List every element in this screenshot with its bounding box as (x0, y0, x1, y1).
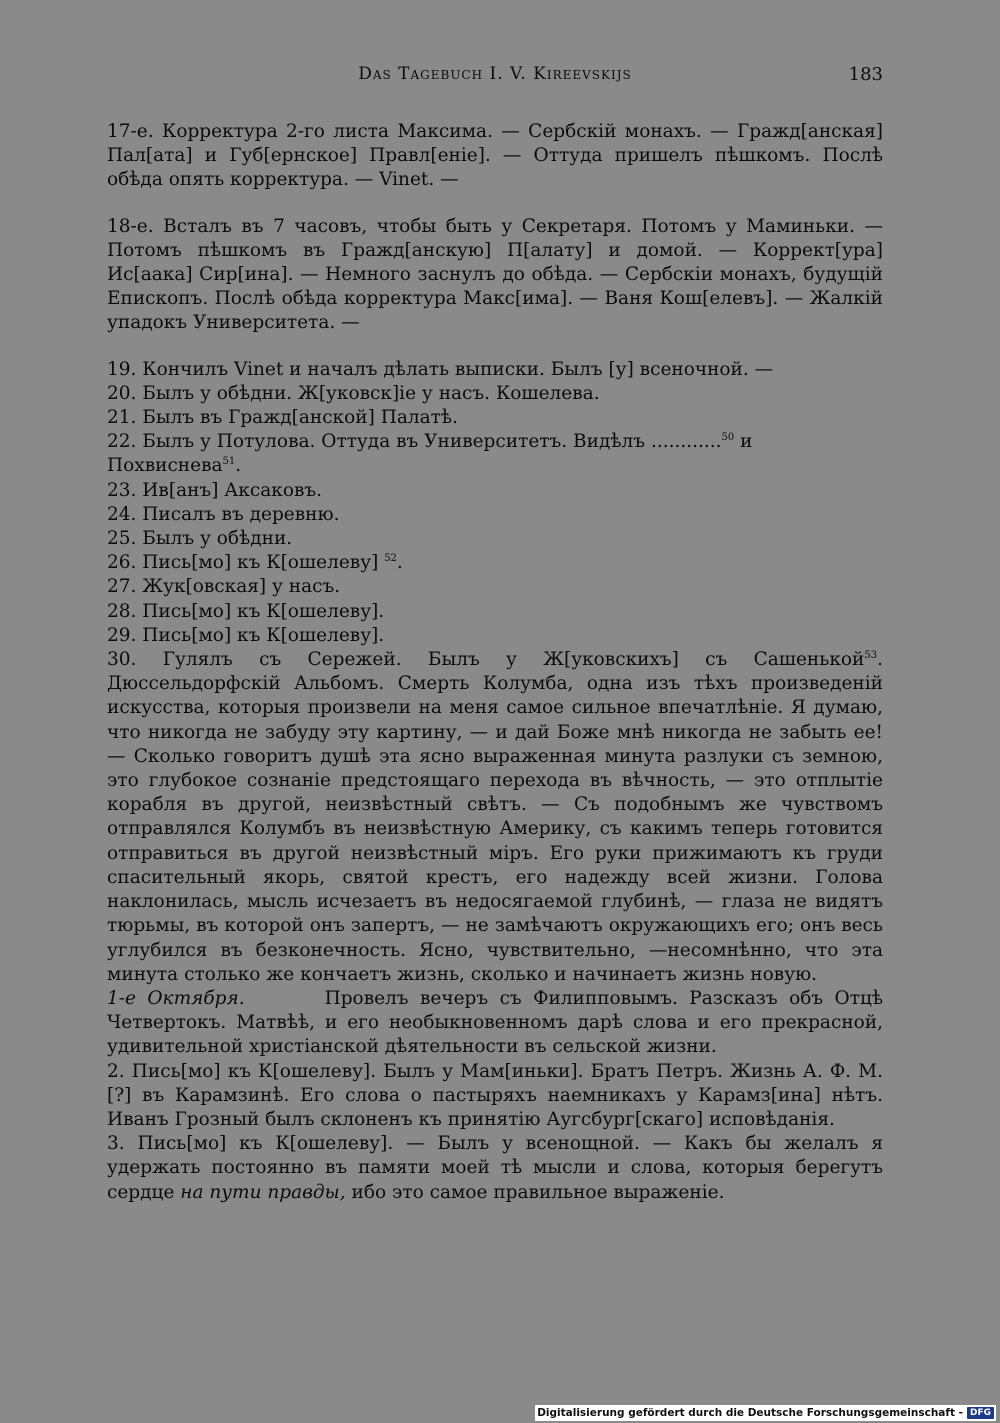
entry-22: 22. Былъ у Потулова. Оттуда въ Университетъ. Видѣлъ ............$^{50}$ и Похвиснева$^{51}$. (107, 431, 753, 477)
running-title: Das Tagebuch I. V. Kireevskijs (358, 64, 632, 84)
running-header (107, 64, 883, 90)
entry-18: 18-е. Всталъ въ 7 часовъ, чтобы быть у Секретаря. Потомъ у Маминьки. — Потомъ пѣшкомъ въ Гражд[анскую] П[алату] и домой. — Коррект[ура] Ис[аака] Сир[ина]. — Немного заснулъ до обѣда. — Сербскіи монахъ, будущій Епископъ. Послѣ обѣда корректура Макс[има]. — Ваня Кош[елевъ]. — Жалкій упадокъ Университета. — (107, 215, 883, 334)
entry-29: 29. Пись[мо] къ К[ошелеву]. (107, 624, 385, 646)
dfg-logo: DFG (967, 1407, 994, 1419)
footer-text: Digitalisierung gefördert durch die Deutsche Forschungsgemeinschaft - (537, 1407, 963, 1419)
footnote-ref-51: 51 (222, 456, 236, 468)
page-number: 183 (848, 64, 883, 85)
footnote-ref-50: 50 (721, 432, 735, 444)
entry-20: 20. Былъ у обѣдни. Ж[уковск]іе у насъ. Кошелева. (107, 382, 600, 404)
footnote-ref-53: 53 (864, 649, 878, 661)
footnote-ref-52: 52 (384, 553, 397, 565)
page-body (107, 120, 883, 1205)
entry-27: 27. Жук[овская] у насъ. (107, 576, 341, 598)
entry-17: 17-е. Корректура 2-го листа Максима. — Сербскій монахъ. — Гражд[анская] Пал[ата] и Губ[ернское] Правл[еніе]. — Оттуда пришелъ пѣшкомъ. Послѣ обѣда опять корректура. — Vinet. — (107, 121, 883, 191)
entry-23: 23. Ив[анъ] Аксаковъ. (107, 479, 323, 501)
entry-28: 28. Пись[мо] къ К[ошелеву]. (107, 600, 385, 622)
entry-oct-1: 1-е Октября. Провелъ вечеръ съ Филипповымъ. Разсказъ объ Отцѣ Четвертокъ. Матвѣѣ, и его необыкновенномъ дарѣ слова и его прекрасной, удивительной христіанской дѣятельности въ сельской жизни. (107, 987, 883, 1058)
entry-oct-2: 2. Пись[мо] къ К[ошелеву]. Былъ у Мам[иньки]. Братъ Петръ. Жизнь А. Ф. М. [?] въ Карамзинѣ. Его слова о пастыряхъ наемникахъ у Карамз[ина] нѣтъ. Иванъ Грозный былъ склоненъ къ принятію Аугсбург[скаго] исповѣданія. (107, 1060, 883, 1130)
date-heading: 1-е Октября. (107, 987, 245, 1009)
entry-19: 19. Кончилъ Vinet и началъ дѣлать выписки. Былъ [у] всеночной. — (107, 358, 774, 380)
entry-30: 30. Гулялъ съ Сережей. Былъ у Ж[уковскихъ] съ Сашенькой$^{53}$. Дюссельдорфскій Альбомъ. Смерть Колумба, одна изъ тѣхъ произведеній искусства, которыя произвели на меня самое сильное впечатлѣніе. Я думаю, что никогда не забуду эту картину, — и дай Боже мнѣ никогда не забыть ее! — Сколько говоритъ душѣ эта ясно выраженная минута разлуки съ земною, это глубокое сознаніе предстоящаго перехода въ вѣчность, — это отплытіе корабля въ другой, неизвѣстный свѣтъ. — Съ подобнымъ же чувствомъ отправлялся Колумбъ въ неизвѣстную Америку, съ какимъ теперь готовится отправиться въ другой неизвѣстный міръ. Его руки прижимаютъ къ груди спасительный якорь, святой крестъ, его надежду всей жизни. Голова наклонилась, мысль исчезаетъ въ недосягаемой глубинѣ, — глаза не видятъ тюрьмы, въ которой онъ запертъ, — не замѣчаютъ окружающихъ его; онъ весь углубился въ безконечность. Ясно, чувствительно, —несомнѣнно, что эта минута столько же кончаетъ жизнь, сколько и начинаетъ жизнь новую. (107, 649, 883, 985)
italic-phrase: на пути правды, (180, 1181, 346, 1203)
entry-25: 25. Былъ у обѣдни. (107, 528, 293, 550)
entry-26: 26. Пись[мо] къ К[ошелеву] $^{52}$. (107, 552, 403, 574)
entry-24: 24. Писалъ въ деревню. (107, 503, 340, 525)
digitization-footer (535, 1405, 996, 1421)
entry-oct-3: 3. Пись[мо] къ К[ошелеву]. — Былъ у всенощной. — Какъ бы желалъ я удержать постоянно въ памяти моей тѣ мысли и слова, которыя берегутъ сердце на пути правды, ибо это самое правильное выраженіе. (107, 1133, 883, 1203)
leader-dots: ............ (650, 431, 722, 453)
entry-21: 21. Былъ въ Гражд[анской] Палатѣ. (107, 407, 458, 429)
